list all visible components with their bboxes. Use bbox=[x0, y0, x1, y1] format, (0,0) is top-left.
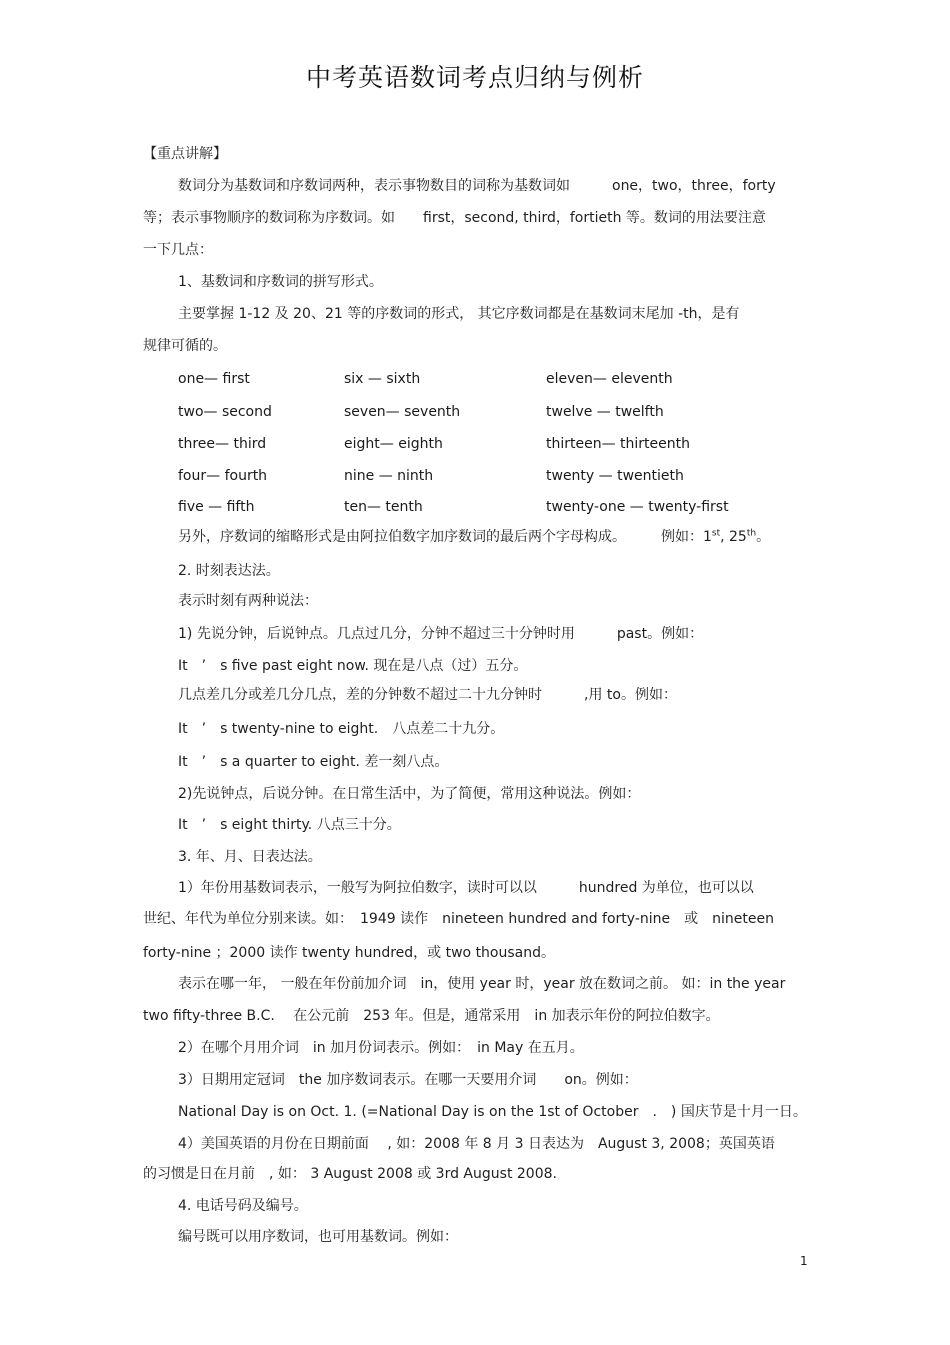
section-2-heading: 2. 时刻表达法。 bbox=[178, 563, 280, 579]
section-2-example-2: It ’ s twenty-nine to eight. 八点差二十九分。 bbox=[178, 721, 505, 737]
table-cell: two— second bbox=[178, 404, 272, 420]
table-cell: eleven— eleventh bbox=[546, 371, 673, 387]
section-1-heading: 1、基数词和序数词的拼写形式。 bbox=[178, 274, 383, 290]
intro-line-1: 数词分为基数词和序数词两种，表示事物数目的词称为基数词如 one，two，three，forty bbox=[178, 178, 776, 194]
table-cell: one— first bbox=[178, 371, 250, 387]
section-2-line-7: 2)先说钟点，后说分钟。在日常生活中，为了简便，常用这种说法。例如： bbox=[178, 786, 641, 802]
intro-line-2: 等；表示事物顺序的数词称为序数词。如 first，second, third，fortieth 等。数词的用法要注意 bbox=[143, 210, 766, 226]
section-3-line-5: two fifty-three B.C. 在公元前 253 年。但是，通常采用 in 加表示年份的阿拉伯数字。 bbox=[143, 1008, 720, 1024]
section-4-heading: 4. 电话号码及编号。 bbox=[178, 1198, 308, 1214]
section-3-example: National Day is on Oct. 1. (=National Day is on the 1st of October . ) 国庆节是十月一日。 bbox=[178, 1104, 807, 1120]
table-cell: eight— eighth bbox=[344, 436, 443, 452]
table-cell: five — fifth bbox=[178, 499, 255, 515]
section-3-heading: 3. 年、月、日表达法。 bbox=[178, 849, 322, 865]
abbreviation-text: 另外，序数词的缩略形式是由阿拉伯数字加序数词的最后两个字母构成。 例如：1 bbox=[178, 529, 712, 545]
abbreviation-end: 。 bbox=[756, 529, 771, 545]
table-cell: three— third bbox=[178, 436, 267, 452]
abbreviation-note bbox=[178, 528, 770, 546]
table-cell: twenty-one — twenty-first bbox=[546, 499, 729, 515]
page-title: 中考英语数词考点归纳与例析 bbox=[305, 63, 644, 92]
table-cell: twenty — twentieth bbox=[546, 468, 684, 484]
section-2-example-1: It ’ s five past eight now. 现在是八点（过）五分。 bbox=[178, 658, 528, 674]
abbreviation-mid: , 25 bbox=[720, 529, 747, 545]
superscript-st: st bbox=[711, 528, 721, 539]
table-cell: nine — ninth bbox=[344, 468, 434, 484]
section-3-line-3: forty-nine ；2000 读作 twenty hundred，或 two thousand。 bbox=[143, 945, 556, 961]
section-2-line-2: 1) 先说分钟，后说钟点。几点过几分，分钟不超过三十分钟时用 past。例如： bbox=[178, 626, 704, 642]
table-cell: thirteen— thirteenth bbox=[546, 436, 691, 452]
section-3-line-6: 2）在哪个月用介词 in 加月份词表示。例如： in May 在五月。 bbox=[178, 1040, 584, 1056]
section-heading: 【重点讲解】 bbox=[143, 146, 227, 162]
section-2-line-1: 表示时刻有两种说法： bbox=[178, 593, 318, 609]
section-3-line-1: 1）年份用基数词表示，一般写为阿拉伯数字，读时可以以 hundred 为单位，也可以以 bbox=[178, 880, 754, 896]
section-1-paragraph-line-1: 主要掌握 1-12 及 20、21 等的序数词的形式， 其它序数词都是在基数词末尾加 -th，是有 bbox=[178, 306, 740, 322]
table-cell: ten— tenth bbox=[344, 499, 423, 515]
section-2-line-4: 几点差几分或差几分几点，差的分钟数不超过二十九分钟时 ,用 to。例如： bbox=[178, 687, 677, 703]
section-3-line-7: 3）日期用定冠词 the 加序数词表示。在哪一天要用介词 on。例如： bbox=[178, 1072, 638, 1088]
section-3-line-2: 世纪、年代为单位分别来读。如： 1949 读作 nineteen hundred and forty-nine 或 nineteen bbox=[143, 911, 774, 927]
section-2-example-3: It ’ s a quarter to eight. 差一刻八点。 bbox=[178, 754, 449, 770]
table-cell: twelve — twelfth bbox=[546, 404, 664, 420]
section-2-example-4: It ’ s eight thirty. 八点三十分。 bbox=[178, 817, 401, 833]
section-3-line-10: 的习惯是日在月前 , 如： 3 August 2008 或 3rd August 2008. bbox=[143, 1166, 557, 1182]
table-cell: six — sixth bbox=[344, 371, 421, 387]
superscript-th: th bbox=[746, 528, 757, 539]
table-cell: seven— seventh bbox=[344, 404, 461, 420]
section-3-line-9: 4）美国英语的月份在日期前面 , 如：2008 年 8 月 3 日表达为 August 3, 2008；英国英语 bbox=[178, 1136, 775, 1152]
section-1-paragraph-line-2: 规律可循的。 bbox=[143, 338, 227, 354]
page-number: 1 bbox=[800, 1254, 808, 1268]
intro-line-3: 一下几点： bbox=[143, 242, 213, 258]
section-3-line-4: 表示在哪一年， 一般在年份前加介词 in，使用 year 时，year 放在数词之前。 如：in the year bbox=[178, 976, 786, 992]
table-cell: four— fourth bbox=[178, 468, 268, 484]
section-4-line-1: 编号既可以用序数词，也可用基数词。例如： bbox=[178, 1229, 458, 1245]
